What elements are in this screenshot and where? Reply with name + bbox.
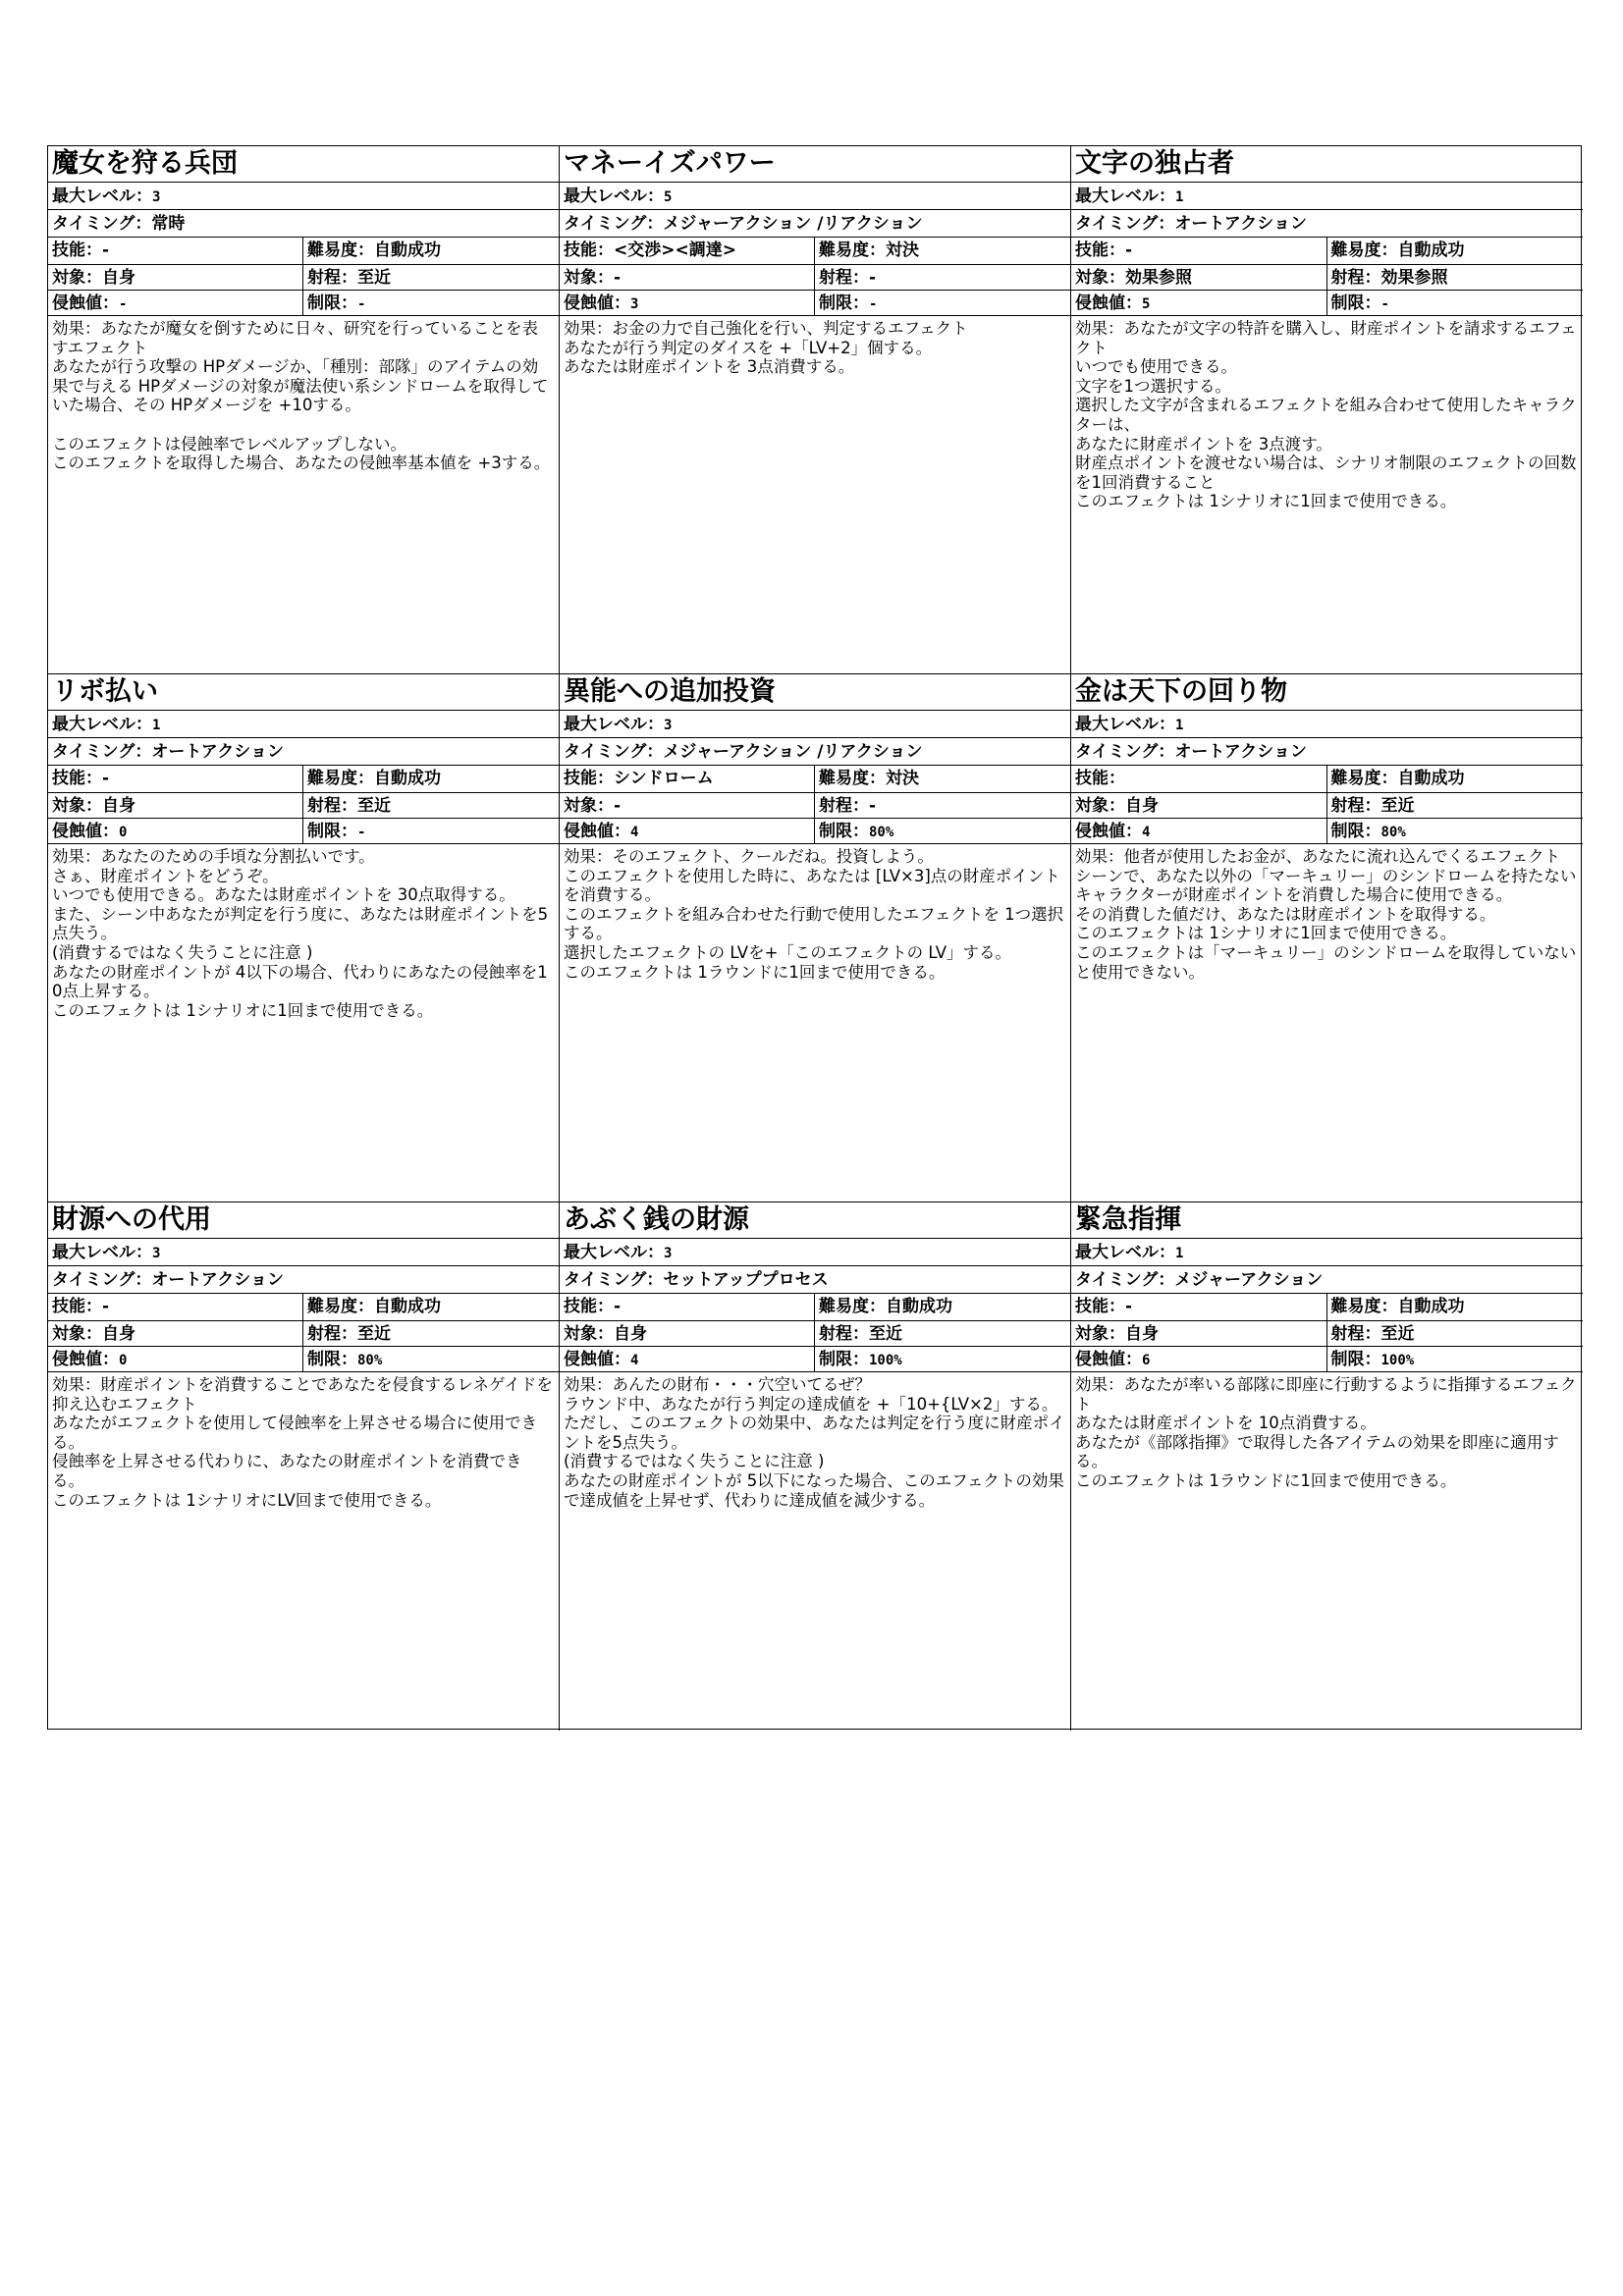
effect-card (560, 1202, 1071, 1731)
limit-value: - (357, 825, 366, 840)
erosion-cell (48, 1347, 303, 1371)
erosion-value: 4 (630, 1353, 639, 1368)
effect-text: 効果：他者が使用したお金が、あなたに流れ込んでくるエフェクト シーンで、あなた以外の「マーキュリー」のシンドロームを持たないキャラクターが財産ポイントを消費した場合に使用できる。 その消費した値だけ、あなたは財産ポイントを取得する。 このエフェクトは 1シナリオに1回まで使用できる。 このエフェクトは「マーキュリー」のシンドロームを取得していないと使用できない。 (1075, 847, 1577, 982)
erosion-value: 5 (1142, 296, 1151, 312)
limit-value: 80% (869, 825, 894, 840)
max-level-value: 1 (1175, 718, 1184, 733)
target-range-row (48, 793, 559, 819)
max-level-value: 3 (152, 1246, 161, 1261)
limit-cell (303, 819, 559, 843)
limit-label: 制限： (819, 294, 869, 313)
effect-card (1071, 146, 1583, 674)
skill-cell: 技能：- (48, 238, 303, 264)
skill-difficulty-row (48, 766, 559, 793)
max-level-label: 最大レベル： (564, 1243, 664, 1262)
max-level-value: 1 (1175, 189, 1184, 205)
effect-card (48, 674, 560, 1202)
effect-card (48, 1202, 560, 1731)
skill-cell: 技能：<交渉><調達> (560, 238, 815, 264)
effect-text: 効果：あなたが率いる部隊に即座に行動するように指揮するエフェクト あなたは財産ポイントを 10点消費する。 あなたが《部隊指揮》で取得した各アイテムの効果を即座に適用する。 このエフェクトは 1ラウンドに1回まで使用できる。 (1075, 1375, 1577, 1490)
limit-cell (1327, 1347, 1584, 1371)
effect-name: 財源への代用 (48, 1202, 559, 1239)
erosion-cell (560, 291, 815, 315)
skill-difficulty-row (560, 766, 1070, 793)
timing-row: タイミング：セットアッププロセス (560, 1266, 1070, 1294)
erosion-limit-row (48, 1347, 559, 1372)
skill-cell: 技能：シンドローム (560, 766, 815, 792)
target-range-row (560, 793, 1070, 819)
timing-row: タイミング：メジャーアクション /リアクション (560, 210, 1070, 238)
effect-text: 効果：お金の力で自己強化を行い、判定するエフェクト あなたが行う判定のダイスを +「LV+2」個する。 あなたは財産ポイントを 3点消費する。 (564, 319, 968, 377)
erosion-cell (560, 819, 815, 843)
erosion-limit-row (560, 291, 1070, 316)
max-level-value: 1 (152, 718, 161, 733)
effect-text: 効果：あなたが魔女を倒すために日々、研究を行っていることを表すエフェクト あなたが行う攻撃の HPダメージか、「種別：部隊」のアイテムの効果で与える HPダメージの対象が魔法使い系シンドロームを取得していた場合、その HPダメージを +10する。 このエフェクトは侵蝕率でレベルアップしない。 このエフェクトを取得した場合、あなたの侵蝕率基本値を +3する。 (52, 319, 551, 473)
limit-cell (303, 291, 559, 315)
erosion-cell (560, 1347, 815, 1371)
effect-card (48, 146, 560, 674)
max-level-label: 最大レベル： (1075, 1243, 1175, 1262)
erosion-label: 侵蝕値： (1075, 294, 1142, 313)
skill-cell: 技能：- (48, 766, 303, 792)
erosion-label: 侵蝕値： (1075, 822, 1142, 841)
limit-label: 制限： (1330, 294, 1381, 313)
effect-text: 効果：そのエフェクト、クールだね。投資しよう。 このエフェクトを使用した時に、あなたは [LV×3]点の財産ポイントを消費する。 このエフェクトを組み合わせた行動で使用したエフェクトを 1つ選択する。 選択したエフェクトの LVを+「このエフェクトの LV」する。 このエフェクトは 1ラウンドに1回まで使用できる。 (564, 847, 1064, 982)
erosion-cell (1071, 291, 1327, 315)
limit-cell (815, 819, 1070, 843)
erosion-cell (48, 819, 303, 843)
timing-row: タイミング：オートアクション (1071, 738, 1583, 766)
erosion-limit-row (1071, 291, 1583, 316)
max-level-row (1071, 1239, 1583, 1266)
limit-cell (815, 291, 1070, 315)
limit-cell (815, 1347, 1070, 1371)
skill-difficulty-row (48, 238, 559, 265)
erosion-limit-row (48, 291, 559, 316)
range-cell: 射程：至近 (307, 268, 391, 288)
effect-name: マネーイズパワー (560, 146, 1070, 183)
effect-card (1071, 1202, 1583, 1731)
max-level-label: 最大レベル： (1075, 187, 1175, 206)
timing-row: タイミング：メジャーアクション (1071, 1266, 1583, 1294)
erosion-value: 0 (119, 825, 128, 840)
max-level-label: 最大レベル： (564, 715, 664, 734)
erosion-value: 6 (1142, 1353, 1151, 1368)
effect-card (1071, 674, 1583, 1202)
erosion-limit-row (560, 819, 1070, 844)
erosion-value: 0 (119, 1353, 128, 1368)
erosion-cell (1071, 819, 1327, 843)
target-cell: 対象：効果参照 (1071, 265, 1327, 290)
effect-name: あぶく銭の財源 (560, 1202, 1070, 1239)
skill-cell: 技能：- (560, 1294, 815, 1320)
max-level-row (560, 1239, 1070, 1266)
difficulty-cell: 難易度：対決 (819, 240, 919, 260)
target-range-row (560, 1321, 1070, 1347)
limit-label: 制限： (819, 1350, 869, 1369)
timing-row: タイミング：オートアクション (1071, 210, 1583, 238)
target-cell: 対象：- (560, 793, 815, 818)
timing-row: タイミング：メジャーアクション /リアクション (560, 738, 1070, 766)
timing-row: タイミング：オートアクション (48, 1266, 559, 1294)
range-cell: 射程：至近 (1330, 796, 1415, 816)
target-range-row (48, 1321, 559, 1347)
erosion-cell (48, 291, 303, 315)
limit-value: 80% (1380, 825, 1406, 840)
limit-label: 制限： (1330, 822, 1381, 841)
limit-label: 制限： (819, 822, 869, 841)
skill-difficulty-row (560, 1294, 1070, 1321)
target-range-row (1071, 265, 1583, 291)
difficulty-cell: 難易度：自動成功 (307, 1297, 441, 1316)
target-cell: 対象：自身 (1071, 793, 1327, 818)
skill-difficulty-row (560, 238, 1070, 265)
difficulty-cell: 難易度：自動成功 (1330, 769, 1465, 788)
skill-cell: 技能：- (48, 1294, 303, 1320)
target-range-row (1071, 793, 1583, 819)
effect-name: 異能への追加投資 (560, 674, 1070, 711)
limit-value: - (869, 296, 878, 312)
target-range-row (48, 265, 559, 291)
range-cell: 射程：- (819, 796, 877, 816)
effect-name: 金は天下の回り物 (1071, 674, 1583, 711)
target-range-row (1071, 1321, 1583, 1347)
skill-difficulty-row (48, 1294, 559, 1321)
erosion-label: 侵蝕値： (52, 294, 119, 313)
range-cell: 射程：効果参照 (1330, 268, 1448, 288)
erosion-cell (1071, 1347, 1327, 1371)
target-cell: 対象：自身 (48, 793, 303, 818)
skill-difficulty-row (1071, 238, 1583, 265)
effect-name: 文字の独占者 (1071, 146, 1583, 183)
erosion-label: 侵蝕値： (564, 1350, 630, 1369)
limit-value: 80% (357, 1353, 383, 1368)
max-level-row (1071, 183, 1583, 210)
effect-name: 魔女を狩る兵団 (48, 146, 559, 183)
limit-cell (1327, 291, 1584, 315)
max-level-label: 最大レベル： (52, 187, 152, 206)
max-level-row (560, 183, 1070, 210)
range-cell: 射程：至近 (307, 796, 391, 816)
erosion-value: 3 (630, 296, 639, 312)
max-level-label: 最大レベル： (564, 187, 664, 206)
max-level-row (48, 1239, 559, 1266)
timing-row: タイミング：オートアクション (48, 738, 559, 766)
effect-name: リボ払い (48, 674, 559, 711)
erosion-value: 4 (1142, 825, 1151, 840)
limit-value: - (1380, 296, 1389, 312)
max-level-label: 最大レベル： (52, 1243, 152, 1262)
limit-value: 100% (869, 1353, 902, 1368)
range-cell: 射程：至近 (1330, 1324, 1415, 1344)
max-level-row (48, 183, 559, 210)
target-cell: 対象：自身 (48, 265, 303, 290)
max-level-value: 5 (664, 189, 673, 205)
erosion-limit-row (1071, 819, 1583, 844)
erosion-limit-row (1071, 1347, 1583, 1372)
target-cell: 対象：自身 (560, 1321, 815, 1346)
skill-difficulty-row (1071, 766, 1583, 793)
skill-cell: 技能： (1071, 766, 1327, 792)
limit-label: 制限： (307, 1350, 357, 1369)
erosion-limit-row (48, 819, 559, 844)
max-level-value: 3 (152, 189, 161, 205)
max-level-value: 1 (1175, 1246, 1184, 1261)
target-cell: 対象：- (560, 265, 815, 290)
erosion-label: 侵蝕値： (52, 822, 119, 841)
difficulty-cell: 難易度：対決 (819, 769, 919, 788)
max-level-label: 最大レベル： (1075, 715, 1175, 734)
effect-text: 効果：あなたが文字の特許を購入し、財産ポイントを請求するエフェクト いつでも使用できる。 文字を1つ選択する。 選択した文字が含まれるエフェクトを組み合わせて使用したキャラクターは、 あなたに財産ポイントを 3点渡す。 財産点ポイントを渡せない場合は、シナリオ制限のエフェクトの回数を1回消費すること このエフェクトは 1シナリオに1回まで使用できる。 (1075, 319, 1577, 511)
limit-label: 制限： (1330, 1350, 1381, 1369)
erosion-value: 4 (630, 825, 639, 840)
skill-cell: 技能：- (1071, 238, 1327, 264)
limit-label: 制限： (307, 822, 357, 841)
max-level-value: 3 (664, 718, 673, 733)
erosion-label: 侵蝕値： (564, 822, 630, 841)
max-level-row (560, 711, 1070, 738)
difficulty-cell: 難易度：自動成功 (307, 769, 441, 788)
effect-card-sheet (47, 145, 1582, 1730)
skill-cell: 技能：- (1071, 1294, 1327, 1320)
effect-text: 効果：あなたのための手頃な分割払いです。 さぁ、財産ポイントをどうぞ。 いつでも使用できる。あなたは財産ポイントを 30点取得する。 また、シーン中あなたが判定を行う度に、あなたは財産ポイントを5点失う。 (消費するではなく失うことに注意 ) あなたの財産ポイントが 4以下の場合、代わりにあなたの侵蝕率を10点上昇する。 このエフェクトは 1シナリオに1回まで使用できる。 (52, 847, 549, 1020)
max-level-row (48, 711, 559, 738)
effect-card (560, 146, 1071, 674)
limit-label: 制限： (307, 294, 357, 313)
effect-text: 効果：あんたの財布・・・穴空いてるぜ？ ラウンド中、あなたが行う判定の達成値を +「10+{LV×2」する。 ただし、このエフェクトの効果中、あなたは判定を行う度に財産ポイントを5点失う。 (消費するではなく失うことに注意 ) あなたの財産ポイントが 5以下になった場合、このエフェクトの効果で達成値を上昇せず、代わりに達成値を減少する。 (564, 1375, 1065, 1510)
limit-value: - (357, 296, 366, 312)
effect-card (560, 674, 1071, 1202)
limit-value: 100% (1380, 1353, 1415, 1368)
max-level-value: 3 (664, 1246, 673, 1261)
max-level-label: 最大レベル： (52, 715, 152, 734)
range-cell: 射程：- (819, 268, 877, 288)
erosion-label: 侵蝕値： (564, 294, 630, 313)
effect-name: 緊急指揮 (1071, 1202, 1583, 1239)
difficulty-cell: 難易度：自動成功 (307, 240, 441, 260)
timing-row: タイミング：常時 (48, 210, 559, 238)
limit-cell (303, 1347, 559, 1371)
erosion-limit-row (560, 1347, 1070, 1372)
target-cell: 対象：自身 (1071, 1321, 1327, 1346)
difficulty-cell: 難易度：自動成功 (1330, 240, 1465, 260)
erosion-label: 侵蝕値： (52, 1350, 119, 1369)
skill-difficulty-row (1071, 1294, 1583, 1321)
erosion-value: - (119, 296, 128, 312)
range-cell: 射程：至近 (819, 1324, 902, 1344)
range-cell: 射程：至近 (307, 1324, 391, 1344)
effect-text: 効果：財産ポイントを消費することであなたを侵食するレネゲイドを抑え込むエフェクト あなたがエフェクトを使用して侵蝕率を上昇させる場合に使用できる。 侵蝕率を上昇させる代わりに、あなたの財産ポイントを消費できる。 このエフェクトは 1シナリオにLV回まで使用できる。 (52, 1375, 553, 1510)
difficulty-cell: 難易度：自動成功 (819, 1297, 952, 1316)
limit-cell (1327, 819, 1584, 843)
target-range-row (560, 265, 1070, 291)
max-level-row (1071, 711, 1583, 738)
target-cell: 対象：自身 (48, 1321, 303, 1346)
erosion-label: 侵蝕値： (1075, 1350, 1142, 1369)
difficulty-cell: 難易度：自動成功 (1330, 1297, 1465, 1316)
